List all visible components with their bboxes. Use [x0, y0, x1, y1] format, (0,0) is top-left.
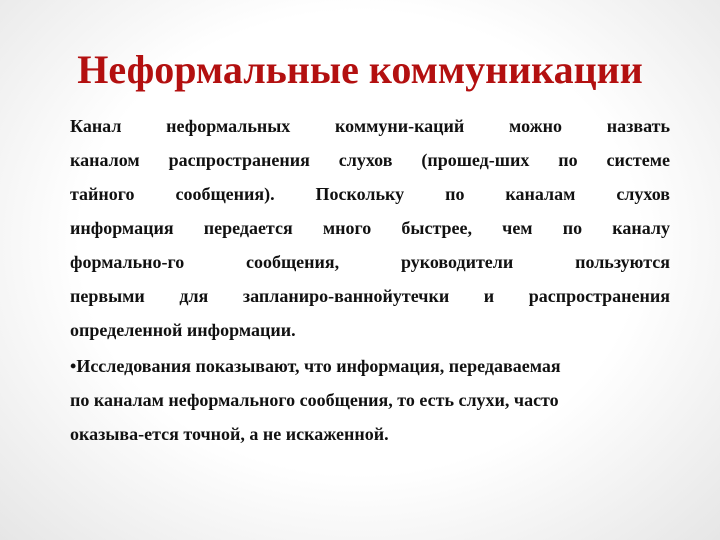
paragraph-line: по каналам неформального сообщения, то есть слухи, часто	[70, 390, 559, 410]
slide-title: Неформальные коммуникации	[77, 47, 643, 92]
paragraph-line: Канал неформальных коммуни-каций можно назвать	[70, 116, 670, 136]
paragraph-line: каналом распространения слухов (прошед-ших по системе	[70, 150, 670, 170]
paragraph-line	[70, 349, 670, 383]
bullet-text: Исследования показывают, что информация, передаваемая	[76, 356, 561, 376]
paragraph-line: определенной информации.	[70, 320, 296, 340]
paragraph-research-bullet	[70, 349, 670, 451]
paragraph-line: тайного сообщения). Поскольку по каналам слухов	[70, 184, 670, 204]
paragraph-informal-channels	[70, 109, 670, 347]
paragraph-line: оказыва-ется точной, а не искаженной.	[70, 424, 389, 444]
bullet-marker: •	[70, 356, 77, 376]
paragraph-line: формально-го сообщения, руководители пользуются	[70, 252, 670, 272]
paragraph-line: информация передается много быстрее, чем по каналу	[70, 218, 670, 238]
paragraph-line: первыми для запланиро-ваннойутечки и распространения	[70, 286, 670, 306]
